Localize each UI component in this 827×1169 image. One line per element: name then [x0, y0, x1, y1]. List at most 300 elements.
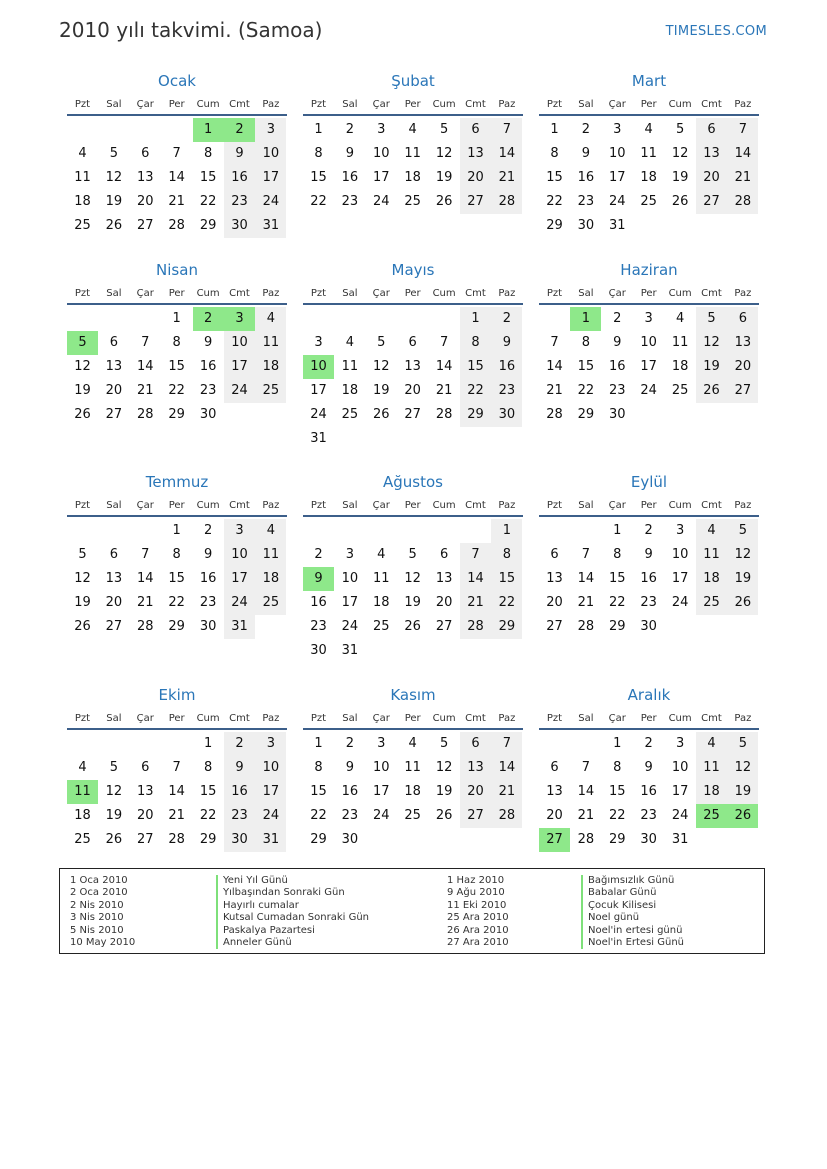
day-cell: 24 [373, 808, 390, 823]
day-cell: 10 [255, 756, 286, 780]
weekday-label: Paz [262, 500, 280, 511]
weekday-label: Per [168, 288, 185, 299]
weekday-label: Cum [668, 713, 692, 724]
day-cell: 1 [550, 122, 559, 137]
day-cell: 20 [546, 595, 563, 610]
day-cell: 7 [460, 543, 491, 567]
day-cell: 2 [644, 523, 653, 538]
weekday-label: Sal [106, 500, 122, 511]
month-name: Ağustos [383, 473, 443, 491]
weekday-label: Per [404, 500, 421, 511]
day-cell: 11 [255, 331, 286, 355]
day-cell: 24 [224, 591, 255, 615]
holiday-day-cell: 2 [193, 307, 224, 331]
legend-date: 27 Ara 2010 [447, 936, 509, 948]
holiday-day-cell: 1 [570, 307, 601, 331]
weekday-label: Paz [262, 288, 280, 299]
weekday-label: Sal [342, 99, 358, 110]
day-cell: 4 [345, 335, 355, 350]
weekday-label: Per [404, 99, 421, 110]
day-cell: 27 [696, 190, 727, 214]
day-cell: 13 [696, 142, 727, 166]
day-cell: 12 [435, 760, 453, 775]
day-cell: 8 [203, 146, 213, 161]
day-cell: 26 [435, 808, 453, 823]
day-cell: 17 [255, 780, 286, 804]
day-cell: 31 [609, 218, 626, 233]
day-cell: 31 [224, 615, 255, 639]
day-cell: 1 [613, 736, 622, 751]
day-cell: 31 [341, 643, 359, 658]
day-cell: 28 [168, 832, 185, 847]
day-cell: 7 [581, 760, 591, 775]
day-cell: 5 [439, 122, 449, 137]
day-cell: 12 [727, 756, 758, 780]
day-cell: 26 [435, 194, 453, 209]
day-cell: 8 [314, 146, 323, 161]
day-cell: 3 [255, 118, 286, 142]
day-cell: 27 [105, 619, 123, 634]
weekday-label: Sal [342, 288, 358, 299]
day-cell: 27 [404, 407, 421, 422]
weekday-label: Cmt [701, 99, 722, 110]
legend-date: 2 Oca 2010 [70, 887, 128, 899]
day-cell: 25 [671, 383, 689, 398]
day-cell: 2 [644, 736, 653, 751]
month-name: Mayıs [391, 261, 435, 279]
day-cell: 24 [310, 407, 327, 422]
day-cell: 31 [255, 214, 286, 238]
day-cell: 30 [224, 214, 255, 238]
weekday-label: Pzt [74, 500, 91, 511]
day-cell: 26 [105, 832, 123, 847]
weekday-label: Sal [106, 99, 122, 110]
day-cell: 22 [546, 194, 563, 209]
day-cell: 28 [460, 615, 491, 639]
weekday-label: Cmt [701, 500, 722, 511]
day-cell: 9 [203, 547, 213, 562]
weekday-label: Paz [498, 99, 516, 110]
day-cell: 27 [105, 407, 123, 422]
day-cell: 18 [74, 808, 91, 823]
day-cell: 5 [696, 307, 727, 331]
weekday-label: Pzt [310, 99, 327, 110]
day-cell: 5 [439, 736, 449, 751]
weekday-label: Çar [608, 288, 626, 299]
day-cell: 22 [577, 383, 595, 398]
month-name: Temmuz [145, 473, 209, 491]
day-cell: 9 [203, 335, 213, 350]
day-cell: 12 [671, 146, 689, 161]
day-cell: 2 [613, 311, 622, 326]
day-cell: 11 [255, 543, 286, 567]
day-cell: 20 [460, 780, 491, 804]
day-cell: 30 [199, 407, 217, 422]
month-name: Ocak [158, 72, 196, 90]
day-cell: 27 [460, 804, 491, 828]
day-cell: 13 [105, 359, 123, 374]
day-cell: 20 [105, 595, 123, 610]
day-cell: 1 [172, 523, 181, 538]
weekday-label: Pzt [546, 288, 563, 299]
day-cell: 14 [168, 784, 185, 799]
weekday-label: Çar [608, 713, 626, 724]
brand-link[interactable]: TIMESLES.COM [665, 24, 767, 39]
day-cell: 13 [460, 142, 491, 166]
weekday-label: Sal [106, 713, 122, 724]
day-cell: 17 [373, 784, 390, 799]
day-cell: 30 [310, 643, 327, 658]
month-name: Haziran [620, 261, 678, 279]
day-cell: 8 [460, 331, 491, 355]
day-cell: 8 [613, 547, 622, 562]
day-cell: 28 [577, 832, 595, 847]
day-cell: 2 [224, 732, 255, 756]
legend-date: 1 Oca 2010 [70, 875, 128, 886]
day-cell: 8 [491, 543, 522, 567]
day-cell: 13 [105, 571, 123, 586]
day-cell: 17 [255, 166, 286, 190]
day-cell: 26 [727, 591, 758, 615]
day-cell: 21 [435, 383, 453, 398]
day-cell: 7 [550, 335, 559, 350]
day-cell: 29 [577, 407, 595, 422]
day-cell: 19 [105, 194, 123, 209]
day-cell: 31 [310, 431, 327, 446]
day-cell: 19 [696, 355, 727, 379]
day-cell: 10 [224, 331, 255, 355]
day-cell: 18 [255, 355, 286, 379]
day-cell: 21 [491, 166, 522, 190]
weekday-label: Pzt [546, 713, 563, 724]
weekday-label: Sal [578, 713, 594, 724]
day-cell: 4 [78, 146, 87, 161]
day-cell: 24 [671, 595, 689, 610]
day-cell: 31 [671, 832, 689, 847]
day-cell: 20 [404, 383, 421, 398]
weekday-label: Paz [734, 288, 752, 299]
day-cell: 3 [377, 736, 386, 751]
day-cell: 22 [609, 808, 626, 823]
day-cell: 16 [224, 166, 255, 190]
day-cell: 5 [78, 547, 87, 562]
day-cell: 29 [199, 832, 217, 847]
legend-date: 3 Nis 2010 [70, 912, 124, 924]
holiday-day-cell: 26 [727, 804, 758, 828]
day-cell: 17 [671, 784, 689, 799]
weekday-label: Çar [136, 99, 154, 110]
day-cell: 17 [609, 170, 626, 185]
day-cell: 24 [255, 804, 286, 828]
legend-date: 2 Nis 2010 [70, 899, 124, 911]
day-cell: 1 [172, 311, 181, 326]
day-cell: 8 [314, 760, 323, 775]
weekday-label: Paz [262, 713, 280, 724]
weekday-label: Cum [196, 500, 220, 511]
day-cell: 24 [640, 383, 657, 398]
month-name: Ekim [158, 686, 196, 704]
day-cell: 21 [546, 383, 563, 398]
day-cell: 11 [640, 146, 657, 161]
day-cell: 9 [224, 142, 255, 166]
day-cell: 15 [310, 784, 327, 799]
day-cell: 6 [550, 760, 559, 775]
day-cell: 30 [199, 619, 217, 634]
day-cell: 7 [172, 146, 181, 161]
day-cell: 11 [671, 335, 689, 350]
weekday-label: Cmt [465, 713, 486, 724]
day-cell: 18 [696, 780, 727, 804]
day-cell: 10 [640, 335, 657, 350]
month-name: Şubat [391, 72, 435, 90]
day-cell: 6 [550, 547, 559, 562]
day-cell: 23 [310, 619, 327, 634]
day-cell: 24 [671, 808, 689, 823]
day-cell: 15 [168, 571, 185, 586]
day-cell: 21 [491, 780, 522, 804]
legend-holiday-name: Yılbaşından Sonraki Gün [216, 887, 369, 899]
day-cell: 6 [727, 307, 758, 331]
day-cell: 21 [577, 808, 595, 823]
day-cell: 17 [341, 595, 359, 610]
day-cell: 12 [696, 331, 727, 355]
day-cell: 21 [137, 595, 154, 610]
day-cell: 21 [727, 166, 758, 190]
day-cell: 22 [310, 194, 327, 209]
day-cell: 25 [640, 194, 657, 209]
day-cell: 9 [581, 146, 591, 161]
day-cell: 6 [141, 146, 150, 161]
holiday-day-cell: 10 [303, 355, 334, 379]
header-divider [67, 303, 287, 305]
weekday-label: Paz [262, 99, 280, 110]
day-cell: 7 [491, 732, 522, 756]
month-name: Mart [631, 72, 667, 90]
day-cell: 20 [460, 166, 491, 190]
day-cell: 29 [168, 407, 185, 422]
day-cell: 20 [727, 355, 758, 379]
day-cell: 7 [439, 335, 449, 350]
day-cell: 18 [74, 194, 91, 209]
weekday-label: Cmt [465, 288, 486, 299]
header-divider [303, 114, 523, 116]
weekday-label: Per [640, 500, 657, 511]
day-cell: 2 [345, 736, 355, 751]
day-cell: 9 [345, 760, 355, 775]
day-cell: 23 [224, 804, 255, 828]
day-cell: 9 [644, 760, 653, 775]
day-cell: 1 [613, 523, 622, 538]
weekday-label: Cum [196, 288, 220, 299]
weekday-label: Sal [578, 288, 594, 299]
day-cell: 17 [310, 383, 327, 398]
holiday-day-cell: 1 [193, 118, 224, 142]
day-cell: 15 [609, 784, 626, 799]
day-cell: 8 [172, 335, 181, 350]
day-cell: 19 [74, 383, 91, 398]
day-cell: 20 [137, 194, 154, 209]
day-cell: 6 [439, 547, 449, 562]
day-cell: 14 [137, 359, 154, 374]
day-cell: 21 [168, 194, 185, 209]
day-cell: 15 [491, 567, 522, 591]
day-cell: 29 [609, 619, 626, 634]
day-cell: 6 [109, 547, 119, 562]
day-cell: 3 [675, 736, 685, 751]
day-cell: 3 [613, 122, 622, 137]
day-cell: 17 [373, 170, 390, 185]
day-cell: 27 [435, 619, 453, 634]
day-cell: 6 [109, 335, 119, 350]
day-cell: 3 [224, 519, 255, 543]
day-cell: 17 [224, 567, 255, 591]
weekday-label: Pzt [74, 713, 91, 724]
day-cell: 4 [78, 760, 87, 775]
day-cell: 26 [74, 619, 91, 634]
day-cell: 7 [141, 547, 150, 562]
day-cell: 24 [341, 619, 359, 634]
day-cell: 9 [613, 335, 622, 350]
day-cell: 3 [377, 122, 386, 137]
day-cell: 25 [255, 591, 286, 615]
day-cell: 6 [460, 118, 491, 142]
day-cell: 14 [546, 359, 563, 374]
weekday-label: Cmt [465, 99, 486, 110]
weekday-label: Cmt [701, 288, 722, 299]
day-cell: 30 [341, 832, 359, 847]
weekday-label: Per [404, 288, 421, 299]
weekday-label: Paz [498, 288, 516, 299]
weekday-label: Pzt [546, 99, 563, 110]
day-cell: 30 [609, 407, 626, 422]
day-cell: 4 [675, 311, 685, 326]
weekday-label: Cmt [229, 99, 250, 110]
day-cell: 22 [168, 595, 185, 610]
day-cell: 5 [675, 122, 685, 137]
day-cell: 6 [696, 118, 727, 142]
weekday-label: Cum [196, 99, 220, 110]
day-cell: 19 [74, 595, 91, 610]
day-cell: 19 [727, 567, 758, 591]
day-cell: 16 [310, 595, 327, 610]
month-name: Nisan [156, 261, 198, 279]
day-cell: 3 [255, 732, 286, 756]
day-cell: 26 [74, 407, 91, 422]
day-cell: 20 [105, 383, 123, 398]
legend-date: 25 Ara 2010 [447, 912, 509, 924]
day-cell: 16 [640, 571, 657, 586]
day-cell: 14 [577, 784, 595, 799]
header-divider [539, 515, 759, 517]
day-cell: 25 [696, 591, 727, 615]
weekday-label: Çar [608, 99, 626, 110]
weekday-label: Sal [578, 99, 594, 110]
day-cell: 10 [373, 760, 390, 775]
legend-holiday-name: Çocuk Kilisesi [581, 900, 684, 912]
day-cell: 28 [491, 804, 522, 828]
day-cell: 15 [168, 359, 185, 374]
day-cell: 5 [377, 335, 386, 350]
weekday-label: Cum [668, 288, 692, 299]
day-cell: 24 [373, 194, 390, 209]
day-cell: 4 [408, 736, 417, 751]
day-cell: 13 [404, 359, 421, 374]
day-cell: 15 [546, 170, 563, 185]
day-cell: 21 [137, 383, 154, 398]
day-cell: 25 [255, 379, 286, 403]
weekday-label: Cum [668, 99, 692, 110]
day-cell: 6 [141, 760, 150, 775]
day-cell: 15 [199, 784, 217, 799]
weekday-label: Cmt [701, 713, 722, 724]
day-cell: 6 [460, 732, 491, 756]
day-cell: 22 [310, 808, 327, 823]
weekday-label: Per [168, 500, 185, 511]
holiday-day-cell: 9 [303, 567, 334, 591]
day-cell: 9 [491, 331, 522, 355]
weekday-label: Paz [734, 99, 752, 110]
header-divider [539, 303, 759, 305]
weekday-label: Pzt [310, 288, 327, 299]
day-cell: 30 [491, 403, 522, 427]
header-divider [303, 303, 523, 305]
day-cell: 12 [727, 543, 758, 567]
holiday-day-cell: 11 [67, 780, 98, 804]
weekday-label: Per [168, 713, 185, 724]
day-cell: 13 [137, 170, 154, 185]
day-cell: 25 [373, 619, 390, 634]
day-cell: 2 [491, 307, 522, 331]
day-cell: 4 [255, 307, 286, 331]
day-cell: 22 [168, 383, 185, 398]
day-cell: 12 [74, 359, 91, 374]
day-cell: 20 [137, 808, 154, 823]
day-cell: 13 [546, 784, 563, 799]
day-cell: 14 [137, 571, 154, 586]
day-cell: 30 [577, 218, 595, 233]
day-cell: 28 [137, 619, 154, 634]
day-cell: 23 [199, 383, 217, 398]
day-cell: 14 [460, 567, 491, 591]
day-cell: 23 [640, 595, 657, 610]
legend-date: 26 Ara 2010 [447, 924, 509, 936]
day-cell: 22 [491, 591, 522, 615]
legend-left-names [216, 875, 369, 949]
day-cell: 19 [404, 595, 421, 610]
day-cell: 22 [609, 595, 626, 610]
weekday-label: Cmt [229, 713, 250, 724]
day-cell: 22 [199, 194, 217, 209]
day-cell: 5 [727, 519, 758, 543]
day-cell: 6 [408, 335, 417, 350]
holiday-legend [59, 868, 765, 954]
weekday-label: Sal [342, 713, 358, 724]
day-cell: 18 [255, 567, 286, 591]
day-cell: 17 [640, 359, 657, 374]
day-cell: 12 [105, 784, 123, 799]
day-cell: 19 [435, 170, 453, 185]
day-cell: 25 [404, 194, 421, 209]
day-cell: 13 [137, 784, 154, 799]
day-cell: 10 [224, 543, 255, 567]
legend-date: 5 Nis 2010 [70, 924, 124, 936]
day-cell: 17 [671, 571, 689, 586]
day-cell: 11 [696, 756, 727, 780]
day-cell: 10 [671, 760, 689, 775]
day-cell: 29 [310, 832, 327, 847]
weekday-label: Paz [734, 713, 752, 724]
day-cell: 2 [581, 122, 591, 137]
